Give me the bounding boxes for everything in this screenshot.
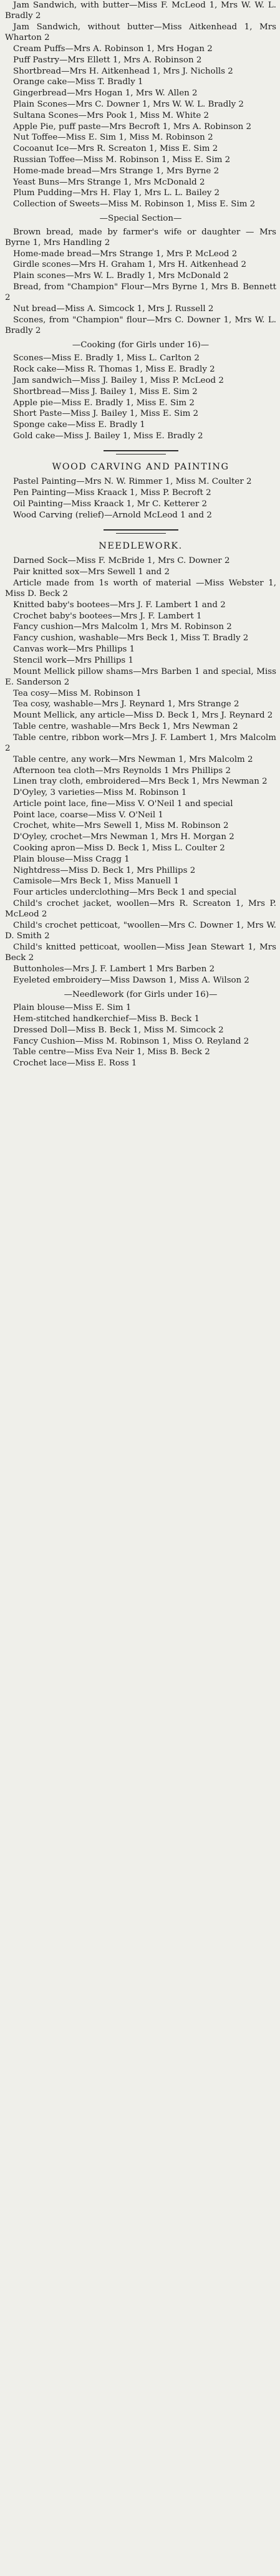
result-entry: Dressed Doll—Miss B. Beck 1, Miss M. Simcock 2 bbox=[13, 1025, 224, 1035]
result-entry: Gingerbread—Mrs Hogan 1, Mrs W. Allen 2 bbox=[13, 89, 198, 99]
result-entry: Apple Pie, puff paste—Mrs Becroft 1, Mrs A. Robinson 2 bbox=[13, 122, 252, 132]
section-heading: —Cooking (for Girls under 16)— bbox=[72, 340, 210, 350]
result-entry: Buttonholes—Mrs J. F. Lambert 1 Mrs Barben 2 bbox=[13, 964, 215, 974]
result-entry: Jam sandwich—Miss J. Bailey 1, Miss P. McLeod 2 bbox=[13, 375, 224, 385]
result-entry: Nut bread—Miss A. Simcock 1, Mrs J. Russell 2 bbox=[13, 304, 214, 314]
result-entry: Apple pie—Miss E. Bradly 1, Miss E. Sim 2 bbox=[13, 398, 195, 408]
result-entry: Afternoon tea cloth—Mrs Reynolds 1 Mrs Phillips 2 bbox=[13, 766, 231, 776]
section-divider bbox=[104, 450, 178, 451]
result-entry: Darned Sock—Miss F. McBride 1, Mrs C. Downer 2 bbox=[13, 556, 230, 566]
result-entry: Mount Mellick, any article—Miss D. Beck 1, Mrs J. Reynard 2 bbox=[13, 711, 273, 721]
section-title: NEEDLEWORK. bbox=[99, 541, 183, 551]
result-entry: Table centre—Miss Eva Neir 1, Miss B. Beck 2 bbox=[13, 1047, 210, 1057]
result-entry: Pair knitted sox—Mrs Sewell 1 and 2 bbox=[13, 567, 170, 577]
result-entry: Shortbread—Miss J. Bailey 1, Miss E. Sim 2 bbox=[13, 387, 198, 396]
result-entry: Scones—Miss E. Bradly 1, Miss L. Carlton 2 bbox=[13, 353, 200, 363]
result-entry: Child's crochet jacket, woollen—Mrs R. Screaton 1, Mrs P. McLeod 2 bbox=[5, 899, 276, 920]
newspaper-column bbox=[0, 0, 280, 1069]
result-entry: Orange cake—Miss T. Bradly 1 bbox=[13, 77, 143, 87]
result-entry: Article point lace, fine—Miss V. O'Neil 1 and special bbox=[13, 799, 233, 809]
result-entry: Crochet lace—Miss E. Ross 1 bbox=[13, 1059, 137, 1069]
result-entry: Camisole—Mrs Beck 1, Miss Manuell 1 bbox=[13, 877, 179, 887]
result-entry: Plain blouse—Miss Cragg 1 bbox=[13, 854, 130, 864]
result-entry: Tea cosy, washable—Mrs J. Reynard 1, Mrs Strange 2 bbox=[13, 699, 239, 709]
result-entry: Article made from 1s worth of material —Miss Webster 1, Miss D. Beck 2 bbox=[5, 578, 276, 598]
result-entry: Plain blouse—Miss E. Sim 1 bbox=[13, 1003, 132, 1013]
result-entry: Pen Painting—Miss Kraack 1, Miss P. Becroft 2 bbox=[13, 488, 211, 498]
result-entry: Canvas work—Mrs Phillips 1 bbox=[13, 644, 135, 654]
needlework-girls-section bbox=[5, 989, 276, 1069]
result-entry: Bread, from "Champion" Flour—Mrs Byrne 1, Mrs B. Bennett 2 bbox=[5, 282, 276, 303]
result-entry: D'Oyley, 3 varieties—Miss M. Robinson 1 bbox=[13, 788, 187, 798]
result-entry: Gold cake—Miss J. Bailey 1, Miss E. Bradly 2 bbox=[13, 431, 203, 441]
result-entry: Crochet baby's bootees—Mrs J. F. Lambert 1 bbox=[13, 611, 202, 621]
section-heading: —Special Section— bbox=[99, 214, 182, 224]
result-entry: Table centre, ribbon work—Mrs J. F. Lambert 1, Mrs Malcolm 2 bbox=[5, 733, 276, 753]
result-entry: Stencil work—Mrs Phillips 1 bbox=[13, 655, 134, 665]
result-entry: Cream Puffs—Mrs A. Robinson 1, Mrs Hogan 2 bbox=[13, 44, 213, 54]
result-entry: Russian Toffee—Miss M. Robinson 1, Miss E. Sim 2 bbox=[13, 155, 231, 165]
result-entry: Shortbread—Mrs H. Aitkenhead 1, Mrs J. Nicholls 2 bbox=[13, 66, 233, 76]
needlework-section bbox=[5, 541, 276, 986]
baking-results bbox=[5, 0, 276, 209]
result-entry: Table centre, any work—Mrs Newman 1, Mrs Malcolm 2 bbox=[13, 754, 253, 764]
result-entry: Brown bread, made by farmer's wife or daughter — Mrs Byrne 1, Mrs Handling 2 bbox=[5, 227, 276, 248]
result-entry: Oil Painting—Miss Kraack 1, Mr C. Ketterer 2 bbox=[13, 499, 208, 509]
result-entry: Home-made bread—Mrs Strange 1, Mrs Byrne 2 bbox=[13, 166, 220, 176]
section-title: WOOD CARVING AND PAINTING bbox=[52, 462, 229, 473]
result-entry: Cocoanut Ice—Mrs R. Screaton 1, Miss E. Sim 2 bbox=[13, 144, 218, 154]
result-entry: Child's knitted petticoat, woollen—Miss Jean Stewart 1, Mrs Beck 2 bbox=[5, 943, 276, 963]
result-entry: Mount Mellick pillow shams—Mrs Barben 1 and special, Miss E. Sanderson 2 bbox=[5, 666, 276, 687]
result-entry: Home-made bread—Mrs Strange 1, Mrs P. McLeod 2 bbox=[13, 249, 238, 259]
result-entry: Knitted baby's bootees—Mrs J. F. Lambert 1 and 2 bbox=[13, 600, 226, 610]
section-divider bbox=[104, 529, 178, 531]
result-entry: Collection of Sweets—Miss M. Robinson 1, Miss E. Sim 2 bbox=[13, 199, 256, 209]
result-entry: Wood Carving (relief)—Arnold McLeod 1 and 2 bbox=[13, 510, 212, 520]
result-entry: Eyeleted embroidery—Miss Dawson 1, Miss A. Wilson 2 bbox=[13, 975, 250, 985]
result-entry: Plum Pudding—Mrs H. Flay 1, Mrs L. L. Bailey 2 bbox=[13, 188, 220, 198]
result-entry: Nut Toffee—Miss E. Sim 1, Miss M. Robinson 2 bbox=[13, 133, 213, 143]
result-entry: Girdle scones—Mrs H. Graham 1, Mrs H. Aitkenhead 2 bbox=[13, 260, 247, 270]
result-entry: Cooking apron—Miss D. Beck 1, Miss L. Coulter 2 bbox=[13, 843, 225, 853]
result-entry: Tea cosy—Miss M. Robinson 1 bbox=[13, 688, 142, 698]
result-entry: Fancy Cushion—Miss M. Robinson 1, Miss O. Reyland 2 bbox=[13, 1036, 249, 1046]
section-heading: —Needlework (for Girls under 16)— bbox=[64, 990, 218, 1000]
result-entry: Linen tray cloth, embroidered—Mrs Beck 1, Mrs Newman 2 bbox=[13, 777, 268, 787]
result-entry: Nightdress—Miss D. Beck 1, Mrs Phillips 2 bbox=[13, 865, 196, 875]
result-entry: D'Oyley, crochet—Mrs Newman 1, Mrs H. Morgan 2 bbox=[13, 832, 234, 842]
result-entry: Crochet, white—Mrs Sewell 1, Miss M. Robinson 2 bbox=[13, 821, 229, 831]
result-entry: Four articles underclothing—Mrs Beck 1 and special bbox=[13, 888, 237, 898]
result-entry: Pastel Painting—Mrs N. W. Rimmer 1, Miss M. Coulter 2 bbox=[13, 477, 252, 487]
result-entry: Plain scones—Mrs W. L. Bradly 1, Mrs McDonald 2 bbox=[13, 271, 229, 281]
result-entry: Table centre, washable—Mrs Beck 1, Mrs Newman 2 bbox=[13, 721, 238, 731]
special-section bbox=[5, 213, 276, 336]
result-entry: Scones, from "Champion" flour—Mrs C. Downer 1, Mrs W. L. Bradly 2 bbox=[5, 315, 276, 335]
result-entry: Jam Sandwich, without butter—Miss Aitkenhead 1, Mrs Wharton 2 bbox=[5, 22, 276, 43]
result-entry: Sultana Scones—Mrs Pook 1, Miss M. White 2 bbox=[13, 110, 210, 120]
result-entry: Puff Pastry—Mrs Ellett 1, Mrs A. Robinson 2 bbox=[13, 55, 202, 65]
result-entry: Fancy cushion, washable—Mrs Beck 1, Miss T. Bradly 2 bbox=[13, 633, 249, 643]
result-entry: Fancy cushion—Mrs Malcolm 1, Mrs M. Robinson 2 bbox=[13, 622, 232, 632]
wood-carving-section bbox=[5, 462, 276, 521]
result-entry: Plain Scones—Mrs C. Downer 1, Mrs W. W. L. Bradly 2 bbox=[13, 99, 244, 109]
result-entry: Short Paste—Miss J. Bailey 1, Miss E. Sim 2 bbox=[13, 409, 199, 419]
section-divider bbox=[116, 533, 166, 534]
result-entry: Sponge cake—Miss E. Bradly 1 bbox=[13, 420, 145, 430]
cooking-girls-section bbox=[5, 340, 276, 441]
result-entry: Child's crochet petticoat, "woollen—Mrs C. Downer 1, Mrs W. D. Smith 2 bbox=[5, 921, 276, 941]
result-entry: Point lace, coarse—Miss V. O'Neil 1 bbox=[13, 810, 163, 820]
result-entry: Hem-stitched handkerchief—Miss B. Beck 1 bbox=[13, 1014, 200, 1024]
result-entry: Jam Sandwich, with butter—Miss F. McLeod 1, Mrs W. W. L. Bradly 2 bbox=[5, 1, 276, 21]
result-entry: Rock cake—Miss R. Thomas 1, Miss E. Bradly 2 bbox=[13, 365, 215, 375]
result-entry: Yeast Buns—Mrs Strange 1, Mrs McDonald 2 bbox=[13, 177, 205, 187]
